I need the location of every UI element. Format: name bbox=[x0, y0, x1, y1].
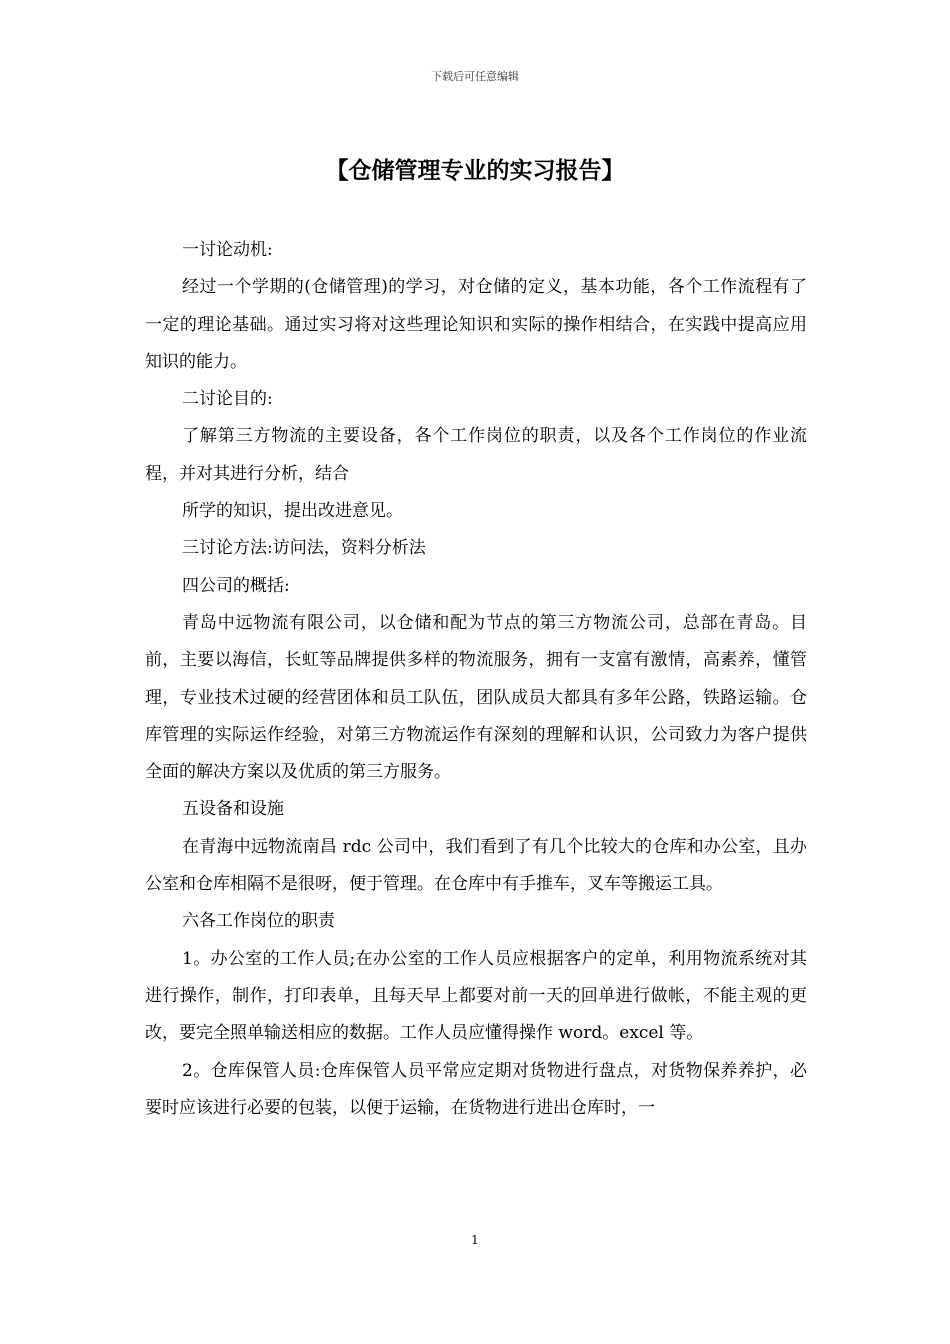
section-heading: 六各工作岗位的职责 bbox=[182, 911, 335, 932]
body-paragraph: 经过一个学期的(仓储管理)的学习，对仓储的定义，基本功能，各个工作流程有了一定的理论基础。通过实习将对这些理论知识和实际的操作相结合，在实践中提高应用知识的能力。 bbox=[145, 277, 807, 372]
section-heading: 四公司的概括: bbox=[182, 575, 290, 596]
section-heading: 一讨论动机: bbox=[182, 240, 273, 260]
section-heading: 五设备和设施 bbox=[182, 799, 284, 820]
section-heading: 二讨论目的: bbox=[182, 389, 273, 410]
body-paragraph: 所学的知识，提出改进意见。 bbox=[182, 501, 403, 522]
header-note: 下载后可任意编辑 bbox=[431, 70, 519, 83]
section-heading: 三讨论方法:访问法，资料分析法 bbox=[182, 538, 426, 559]
body-paragraph: 1。办公室的工作人员;在办公室的工作人员应根据客户的定单，利用物流系统对其进行操作，制作，打印表单，且每天早上都要对前一天的回单进行做帐，不能主观的更改，要完全照单输送相应的数据。工作人员应懂得操作 word。excel 等。 bbox=[145, 948, 807, 1044]
document-title: 【仓储管理专业的实习报告】 bbox=[325, 158, 625, 184]
body-paragraph: 在青海中远物流南昌 rdc 公司中，我们看到了有几个比较大的仓库和办公室，且办公室和仓库相隔不是很呀，便于管理。在仓库中有手推车，叉车等搬运工具。 bbox=[145, 836, 807, 895]
document-body bbox=[145, 232, 807, 1127]
body-paragraph: 2。仓库保管人员:仓库保管人员平常应定期对货物进行盘点，对货物保养养护，必要时应该进行必要的包装，以便于运输，在货物进行进出仓库时，一 bbox=[145, 1060, 807, 1118]
body-paragraph: 了解第三方物流的主要设备，各个工作岗位的职责，以及各个工作岗位的作业流程，并对其进行分析，结合 bbox=[145, 426, 807, 484]
body-paragraph: 青岛中远物流有限公司，以仓储和配为节点的第三方物流公司，总部在青岛。目前，主要以海信，长虹等品牌提供多样的物流服务，拥有一支富有激情，高素养，懂管理，专业技术过硬的经营团体和员工队伍，团队成员大都具有多年公路，铁路运输。仓库管理的实际运作经验，对第三方物流运作有深刻的理解和认识，公司致力为客户提供全面的解决方案以及优质的第三方服务。 bbox=[145, 612, 807, 783]
page-number: 1 bbox=[471, 1233, 479, 1247]
